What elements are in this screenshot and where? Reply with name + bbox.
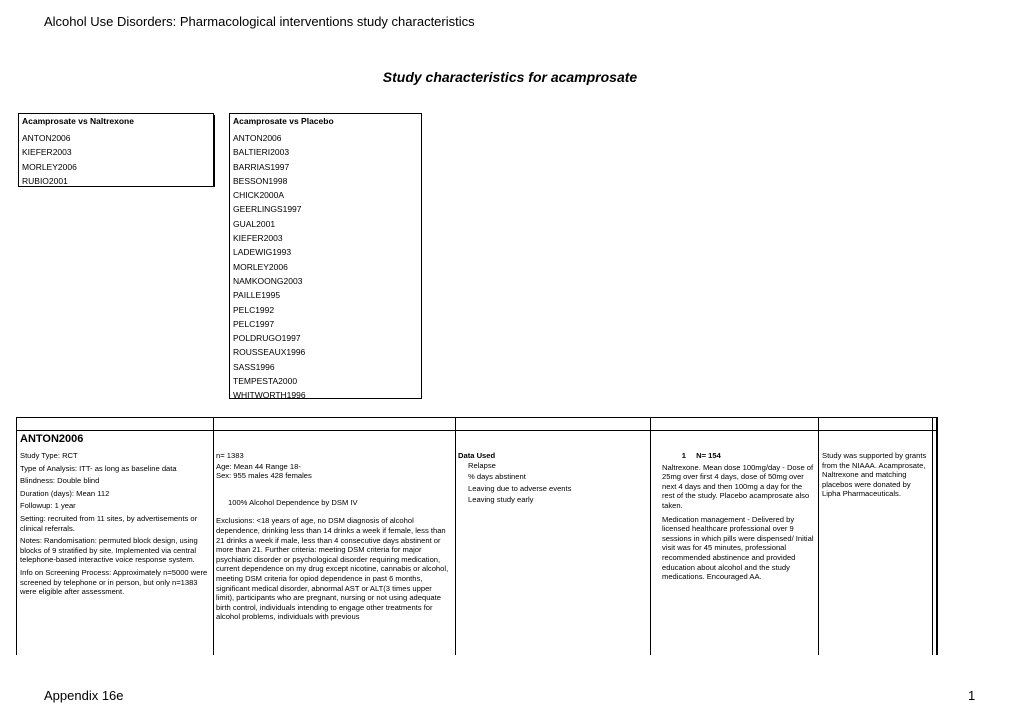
participants-age: Age: Mean 44 Range 18- <box>216 461 301 471</box>
outcomes-column <box>458 451 646 507</box>
intervention-group-n: N= 154 <box>696 451 721 460</box>
table-col-divider-4 <box>818 417 819 655</box>
placebo-study-item: PAILLE1995 <box>233 290 281 301</box>
placebo-study-list <box>233 131 306 403</box>
placebo-study-item: BESSON1998 <box>233 175 288 186</box>
outcome-item: % days abstinent <box>468 472 526 482</box>
methods-item: Followup: 1 year <box>20 501 76 511</box>
naltrexone-box-heading: Acamprosate vs Naltrexone <box>22 116 134 126</box>
naltrexone-box-shadow <box>213 115 215 187</box>
table-col-divider-3 <box>650 417 651 655</box>
methods-item: Study Type: RCT <box>20 451 78 460</box>
placebo-study-item: LADEWIG1993 <box>233 247 292 258</box>
naltrexone-study-item: ANTON2006 <box>22 133 71 143</box>
placebo-study-item: KIEFER2003 <box>233 233 283 244</box>
placebo-box-heading: Acamprosate vs Placebo <box>233 116 334 126</box>
placebo-study-item: NAMKOONG2003 <box>233 275 303 286</box>
methods-item: Info on Screening Process: Approximately n=5000 were screened by telephone or in person, but only n=1383 were eligible after assessment. <box>20 567 208 597</box>
methods-item: Notes: Randomisation: permuted block design, using blocks of 9 stratified by site. Implemented via central telephone-based interactive voice response system. <box>20 536 198 565</box>
interventions-column <box>662 451 816 582</box>
methods-item: Type of Analysis: ITT- as long as baseline data <box>20 463 177 473</box>
placebo-study-item: ANTON2006 <box>233 133 282 143</box>
placebo-comparison-box <box>229 113 422 399</box>
naltrexone-comparison-box <box>18 113 214 187</box>
naltrexone-study-item: RUBIO2001 <box>22 175 68 186</box>
placebo-study-item: GEERLINGS1997 <box>233 204 302 215</box>
placebo-study-item: CHICK2000A <box>233 190 285 201</box>
study-name: ANTON2006 <box>20 433 84 445</box>
naltrexone-study-item: KIEFER2003 <box>22 147 72 158</box>
placebo-study-item: ROUSSEAUX1996 <box>233 347 306 358</box>
footer-appendix: Appendix 16e <box>44 688 124 703</box>
placebo-study-item: PELC1997 <box>233 318 275 329</box>
placebo-study-item: WHITWORTH1996 <box>233 390 306 401</box>
table-right-border-outer <box>936 417 938 655</box>
methods-item: Blindness: Double blind <box>20 476 100 486</box>
naltrexone-study-list <box>22 131 77 188</box>
table-right-border <box>932 417 933 655</box>
methods-column <box>20 451 208 600</box>
page-number: 1 <box>968 688 976 703</box>
table-header-border <box>16 430 938 431</box>
placebo-study-item: MORLEY2006 <box>233 261 288 272</box>
intervention-description-1: Naltrexone. Mean dose 100mg/day - Dose of 25mg over first 4 days, dose of 50mg over next 4 days and then 100mg a day for the rest of the study. Placebo acamprosate also taken. <box>662 462 814 510</box>
participants-n: n= 1383 <box>216 451 244 460</box>
participants-sex: Sex: 955 males 428 females <box>216 471 312 481</box>
outcome-item: Leaving study early <box>468 495 534 505</box>
placebo-study-item: BALTIERI2003 <box>233 147 290 158</box>
outcomes-heading: Data Used <box>458 451 496 460</box>
page-title: Study characteristics for acamprosate <box>382 69 638 85</box>
outcome-item: Leaving due to adverse events <box>468 483 572 493</box>
table-top-border <box>16 417 938 418</box>
methods-item: Duration (days): Mean 112 <box>20 488 110 498</box>
outcome-item: Relapse <box>468 460 496 470</box>
placebo-study-item: GUAL2001 <box>233 218 276 229</box>
placebo-study-item: POLDRUGO1997 <box>233 333 301 344</box>
outcomes-list <box>458 461 646 505</box>
placebo-study-item: BARRIAS1997 <box>233 161 290 172</box>
naltrexone-study-item: MORLEY2006 <box>22 161 77 172</box>
intervention-group-header <box>662 451 816 461</box>
running-header: Alcohol Use Disorders: Pharmacological interventions study characteristics <box>44 14 475 29</box>
table-left-border <box>16 417 17 655</box>
placebo-study-item: SASS1996 <box>233 361 275 372</box>
intervention-description-2: Medication management - Delivered by licensed healthcare professional over 9 sessions in which pills were dispensed/ Initial visit was for 45 minutes, professional recommended abstinence and provided education about alcohol and the study medications. Encouraged AA. <box>662 514 814 582</box>
intervention-group-number: 1 <box>681 451 686 460</box>
placebo-study-item: TEMPESTA2000 <box>233 376 298 387</box>
participants-column <box>216 451 452 622</box>
methods-item: Setting: recruited from 11 sites, by advertisements or clinical referrals. <box>20 513 198 533</box>
placebo-study-item: PELC1992 <box>233 304 275 315</box>
notes-column: Study was supported by grants from the NIAAA. Acamprosate, Naltrexone and matching placebos were donated by Lipha Pharmaceuticals. <box>822 451 927 499</box>
table-col-divider-1 <box>213 417 214 655</box>
participants-diagnosis: 100% Alcohol Dependence by DSM IV <box>228 497 358 507</box>
participants-exclusions: Exclusions: <18 years of age, no DSM diagnosis of alcohol dependence, drinking less than 14 drinks a week if female, less than 21 drinks a week if male, less than 4 consecutive days abstinent or more than 21. Further criteria: meeting DSM criteria for major psychiatric disorder or psychological disorder requiring medication, current dependence on my drug except nicotine, cannabis or alcohol, meeting DSM criteria for opiod dependence in past 6 months, significant medical disorder, abnormal AST or ALT(3 times upper limit), participants who are pregnant, nursing or not using adequate birth control, individuals intending to engage other treatments for alcohol problems, individuals with previous <box>216 516 449 622</box>
table-col-divider-2 <box>455 417 456 655</box>
